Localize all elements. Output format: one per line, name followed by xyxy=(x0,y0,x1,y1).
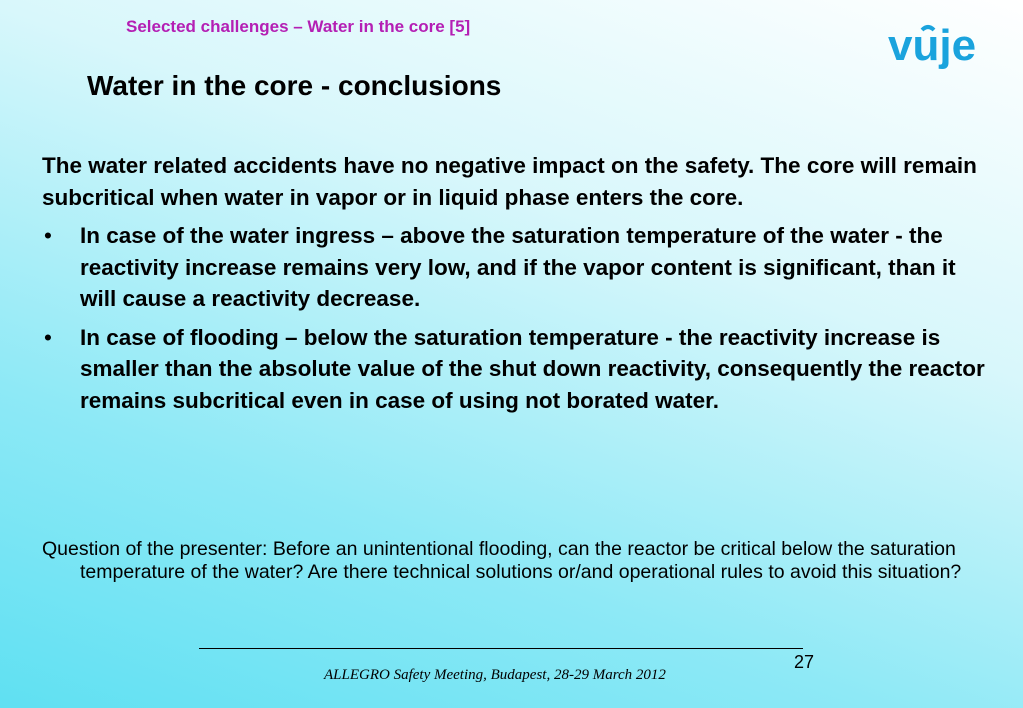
footer-divider xyxy=(199,648,803,649)
footer-text: ALLEGRO Safety Meeting, Budapest, 28-29 March 2012 xyxy=(324,667,666,683)
slide-body xyxy=(42,150,992,416)
bullet-mark: • xyxy=(44,223,52,248)
page-number: 27 xyxy=(794,652,815,672)
slide-title: Water in the core - conclusions xyxy=(87,70,502,101)
section-title: Selected challenges – Water in the core [5] xyxy=(126,17,471,36)
vuje-logo xyxy=(888,22,1006,82)
bullet-mark: • xyxy=(44,324,52,350)
presenter-question: Question of the presenter: Before an unintentional flooding, can the reactor be critical below the saturation temperature of the water? Are there technical solutions or/and operational rules to avoid this situation? xyxy=(42,538,962,583)
bullet-item xyxy=(42,322,992,417)
logo-text: vuje xyxy=(888,22,977,70)
bullet-text: In case of flooding – below the saturation temperature - the reactivity increase is smaller than the absolute value of the shut down reactivity, consequently the reactor remains subcritical even in case of using not borated water. xyxy=(80,324,985,413)
bullet-text: In case of the water ingress – above the saturation temperature of the water - the reactivity increase remains very low, and if the vapor content is significant, than it will cause a reactivity decrease. xyxy=(80,223,956,311)
bullet-item xyxy=(42,220,992,315)
intro-paragraph: The water related accidents have no negative impact on the safety. The core will remain subcritical when water in vapor or in liquid phase enters the core. xyxy=(42,153,977,210)
